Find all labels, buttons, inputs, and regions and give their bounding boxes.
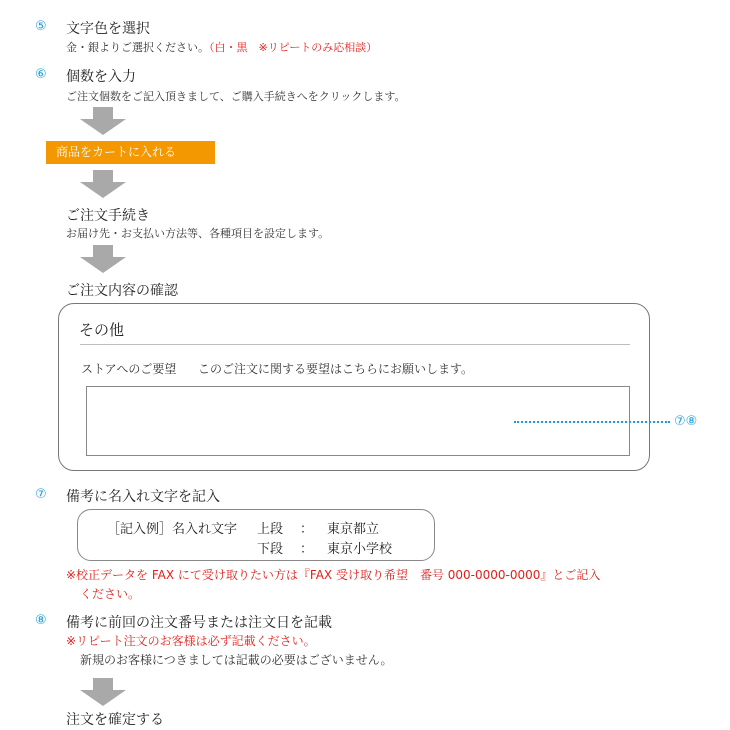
- step-6-number: ⑥: [35, 67, 47, 82]
- step-5-title: 文字色を選択: [66, 21, 150, 37]
- request-desc: このご注文に関する要望はこちらにお願いします。: [198, 362, 474, 376]
- upper-colon: ：: [300, 522, 314, 537]
- step-8-title: 備考に前回の注文番号または注文日を記載: [66, 615, 332, 631]
- callout-dotted-line: [514, 421, 670, 423]
- down-arrow-icon: [80, 107, 126, 135]
- step-8-note: ※リピート注文のお客様は必ず記載ください。: [66, 634, 316, 648]
- step-5-number: ⑤: [35, 19, 47, 34]
- step-5-desc-text: 金・銀よりご選択ください。: [66, 41, 209, 54]
- add-to-cart-button[interactable]: 商品をカートに入れる: [46, 141, 215, 164]
- down-arrow-icon: [80, 678, 126, 706]
- step-6-title: 個数を入力: [66, 69, 136, 85]
- step-8-number: ⑧: [35, 613, 47, 628]
- lower-colon: ：: [300, 542, 314, 557]
- lower-label: 下段: [257, 542, 284, 557]
- upper-label: 上段: [257, 522, 284, 537]
- step-7-number: ⑦: [35, 487, 47, 502]
- step-6-desc: ご注文個数をご記入頂きまして、ご購入手続きへをクリックします。: [66, 90, 406, 103]
- step-7-note-1: ※校正データを FAX にて受け取りたい方は『FAX 受け取り希望 番号 000-0000-0000』とご記入: [66, 568, 601, 582]
- final-title: 注文を確定する: [66, 712, 164, 728]
- down-arrow-icon: [80, 170, 126, 198]
- step-8-desc: 新規のお客様につきましては記載の必要はございません。: [80, 653, 393, 667]
- checkout-title: ご注文手続き: [66, 208, 150, 224]
- panel-divider: [80, 344, 630, 345]
- step-7-note-2: ください。: [80, 587, 141, 601]
- upper-value: 東京都立: [327, 522, 380, 537]
- other-panel-title: その他: [79, 321, 125, 339]
- step-5-note: （白・黒 ※リピートのみ応相談）: [209, 41, 378, 54]
- callout-ref: ⑦⑧: [674, 414, 698, 429]
- checkout-desc: お届け先・お支払い方法等、各種項目を設定します。: [66, 227, 330, 240]
- down-arrow-icon: [80, 245, 126, 273]
- step-5-desc: [66, 39, 377, 55]
- confirm-title: ご注文内容の確認: [66, 283, 178, 299]
- lower-value: 東京小学校: [327, 542, 393, 557]
- request-label: ストアへのご要望: [81, 362, 177, 376]
- example-label: ［記入例］名入れ文字: [107, 522, 238, 537]
- step-7-title: 備考に名入れ文字を記入: [66, 489, 220, 505]
